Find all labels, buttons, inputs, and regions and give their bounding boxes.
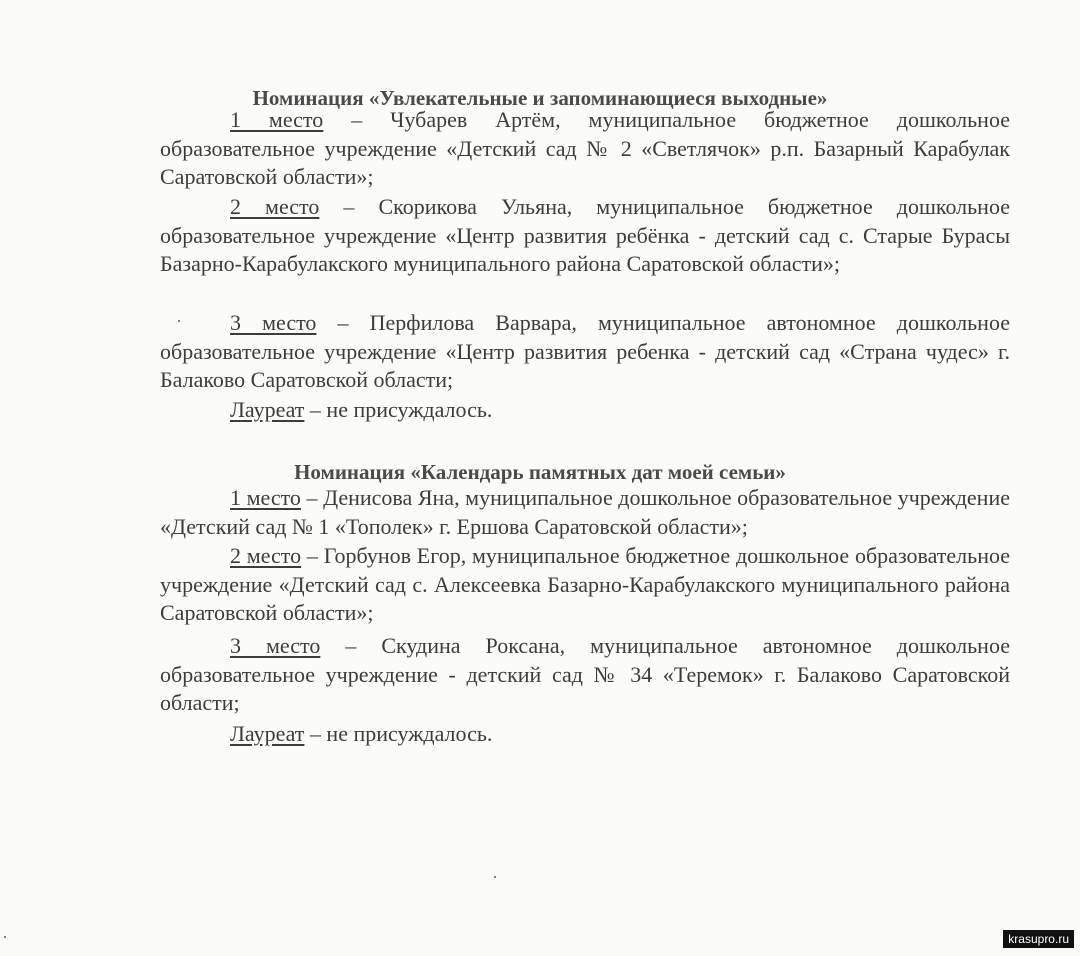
section-1-place-3 bbox=[160, 309, 1010, 395]
place-label: 2 место bbox=[230, 194, 320, 219]
place-label: Лауреат bbox=[230, 397, 305, 422]
place-text: – не присуждалось. bbox=[304, 397, 493, 422]
section-1-place-2 bbox=[160, 193, 1010, 279]
place-text: – Скорикова Ульяна, муниципальное бюджетное дошкольное образовательное учреждение «Центр развития ребёнка - детский сад с. Старые Бурасы Базарно-Карабулакского муниципального района Саратовской области»; bbox=[160, 194, 1010, 276]
place-text: – Горбунов Егор, муниципальное бюджетное дошкольное образовательное учреждение «Детский сад с. Алексеевка Базарно-Карабулакского муниципального района Саратовской области»; bbox=[160, 543, 1011, 625]
section-2-laureate bbox=[160, 720, 1010, 749]
place-text: – Денисова Яна, муниципальное дошкольное образовательное учреждение «Детский сад № 1 «Тополек» г. Ершова Саратовской области»; bbox=[160, 485, 1010, 539]
section-2-place-2 bbox=[160, 542, 1010, 628]
place-label: 3 место bbox=[230, 633, 321, 658]
section-1-laureate bbox=[160, 396, 1010, 425]
section-2-title: Номинация «Календарь памятных дат моей семьи» bbox=[294, 460, 786, 484]
place-text: – Чубарев Артём, муниципальное бюджетное дошкольное образовательное учреждение «Детский сад № 2 «Светлячок» р.п. Базарный Карабулак Саратовской области»; bbox=[160, 107, 1010, 189]
watermark: krasupro.ru bbox=[1003, 930, 1074, 948]
place-label: 1 место bbox=[230, 485, 301, 510]
scan-speck bbox=[4, 936, 6, 938]
place-label: 1 место bbox=[230, 107, 324, 132]
scan-speck bbox=[178, 320, 180, 322]
place-text: – не присуждалось. bbox=[304, 721, 493, 746]
section-2-place-3 bbox=[160, 632, 1010, 718]
place-text: – Перфилова Варвара, муниципальное автономное дошкольное образовательное учреждение «Центр развития ребенка - детский сад «Страна чудес» г. Балаково Саратовской области; bbox=[160, 310, 1010, 392]
section-1-place-1 bbox=[160, 106, 1010, 192]
place-label: Лауреат bbox=[230, 721, 305, 746]
place-label: 2 место bbox=[230, 543, 302, 568]
scan-speck bbox=[494, 876, 496, 878]
place-text: – Скудина Роксана, муниципальное автономное дошкольное образовательное учреждение - детский сад № 34 «Теремок» г. Балаково Саратовской области; bbox=[160, 633, 1010, 715]
section-1-title: Номинация «Увлекательные и запоминающиеся выходные» bbox=[252, 86, 828, 110]
place-label: 3 место bbox=[230, 310, 317, 335]
section-2-place-1 bbox=[160, 484, 1010, 541]
